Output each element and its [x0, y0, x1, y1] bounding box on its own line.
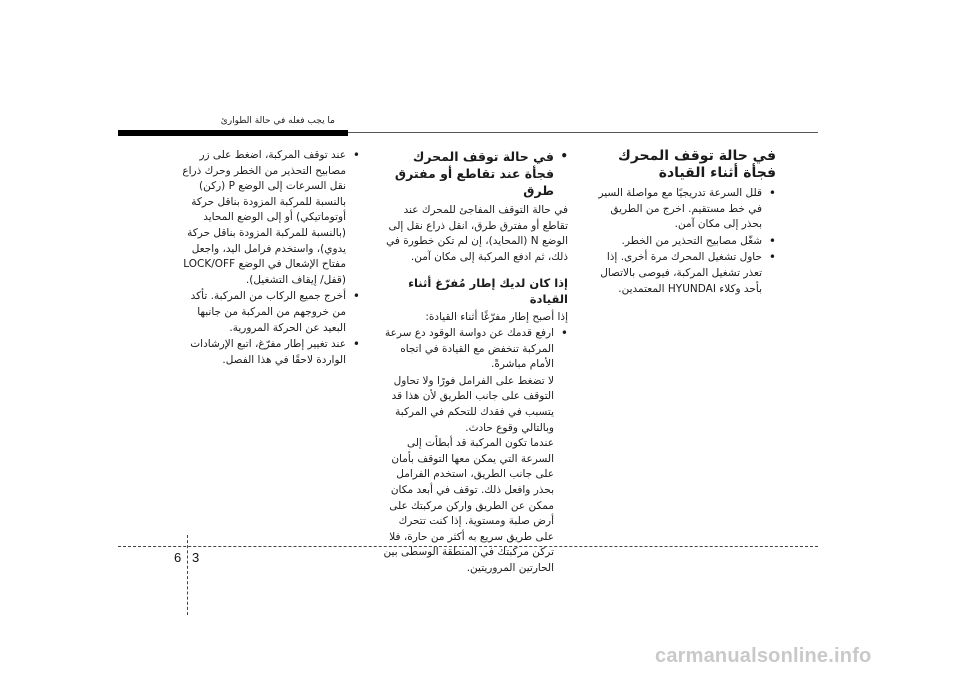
header-rule	[348, 132, 818, 133]
list-item: • عند توقف المركبة، اضغط على زر مصابيح التحذير من الخطر وحرك ذراع نقل السرعات إلى الوضع P (ركن) بالنسبة للمركبة المزودة بناقل حركة أوتوماتيكي) أو إلى الوضع المحايد (بالنسبة للمركبة المزودة بناقل حركة يدوي)، واستخدم فرامل اليد، واجعل مفتاح الإشعال في الوضع LOCK/OFF (قفل/ إيقاف التشغيل).	[182, 148, 360, 288]
header-section-title: ما يجب فعله في حالة الطوارئ	[220, 116, 335, 126]
flat-tire-stop-paragraph: عندما تكون المركبة قد أبطأت إلى السرعة التي يمكن معها التوقف بأمان على جانب الطريق، استخدم الفرامل بحذر وافعل ذلك. توقف في أبعد مكان ممكن عن الطريق واركن مركبتك على أرض صلبة ومستوية. إذا كنت تتحرك على طريق سريع به أكثر من حارة، فلا تركن مركبتك في المنطقة الوسطى بين الحارتين المروريتين.	[383, 437, 554, 574]
watermark-text: carmanualsonline.info	[655, 645, 872, 667]
intersection-section	[380, 148, 568, 199]
list-item: • حاول تشغيل المحرك مرة أخرى. إذا تعذر تشغيل المركبة، فيوصى بالاتصال بأحد وكلاء HYUNDAI المعتمدين.	[596, 250, 776, 297]
column-left	[182, 148, 360, 369]
footer-rule	[118, 546, 818, 547]
list-item: • عند تغيير إطار مفرّغ، اتبع الإرشادات الواردة لاحقًا في هذا الفصل.	[182, 337, 360, 368]
heading-flat-tire: إذا كان لديك إطار مُفرّغ أثناء القيادة	[408, 276, 568, 307]
flat-tire-warning-paragraph: لا تضغط على الفرامل فورًا ولا تحاول التوقف على جانب الطريق لأن هذا قد يتسبب في فقدك للتحكم في المركبة وبالتالي وقوع حادث.	[391, 374, 554, 434]
list-item: • ارفع قدمك عن دواسة الوقود دع سرعة المركبة تنخفض مع القيادة في اتجاه الأمام مباشرةً.	[380, 326, 568, 373]
list-item: • أخرج جميع الركاب من المركبة. تأكد من خروجهم من المركبة من جانبها البعيد عن الحركة المرورية.	[182, 289, 360, 336]
flat-tire-intro: إذا أصبح إطار مفرّغًا أثناء القيادة:	[425, 311, 568, 324]
header-black-bar	[118, 130, 348, 136]
flat-tire-steps	[380, 326, 568, 373]
heading-engine-stall-intersection: • في حالة توقف المحرك فجأة عند تقاطع أو مفترق طرق	[380, 148, 568, 199]
engine-stall-steps	[596, 186, 776, 297]
column-right	[596, 148, 776, 298]
column-middle	[380, 148, 568, 576]
list-item: • شغّل مصابيح التحذير من الخطر.	[596, 234, 776, 250]
list-item: • قلل السرعة تدريجيًا مع مواصلة السير في خط مستقيم. اخرج من الطريق بحذر إلى مكان آمن.	[596, 186, 776, 233]
footer-divider	[187, 535, 188, 615]
chapter-number: 6	[174, 550, 182, 565]
heading-engine-stall-driving: في حالة توقف المحرك فجأة أثناء القيادة	[618, 148, 776, 181]
intersection-instructions: في حالة التوقف المفاجئ للمحرك عند تقاطع أو مفترق طرق، انقل ذراع نقل إلى الوضع N (المحايد)، إن لم تكن خطورة في ذلك، ثم ادفع المركبة إلى مكان آمن.	[386, 204, 568, 263]
page-number: 3	[192, 550, 200, 565]
stopped-vehicle-steps	[182, 148, 360, 368]
